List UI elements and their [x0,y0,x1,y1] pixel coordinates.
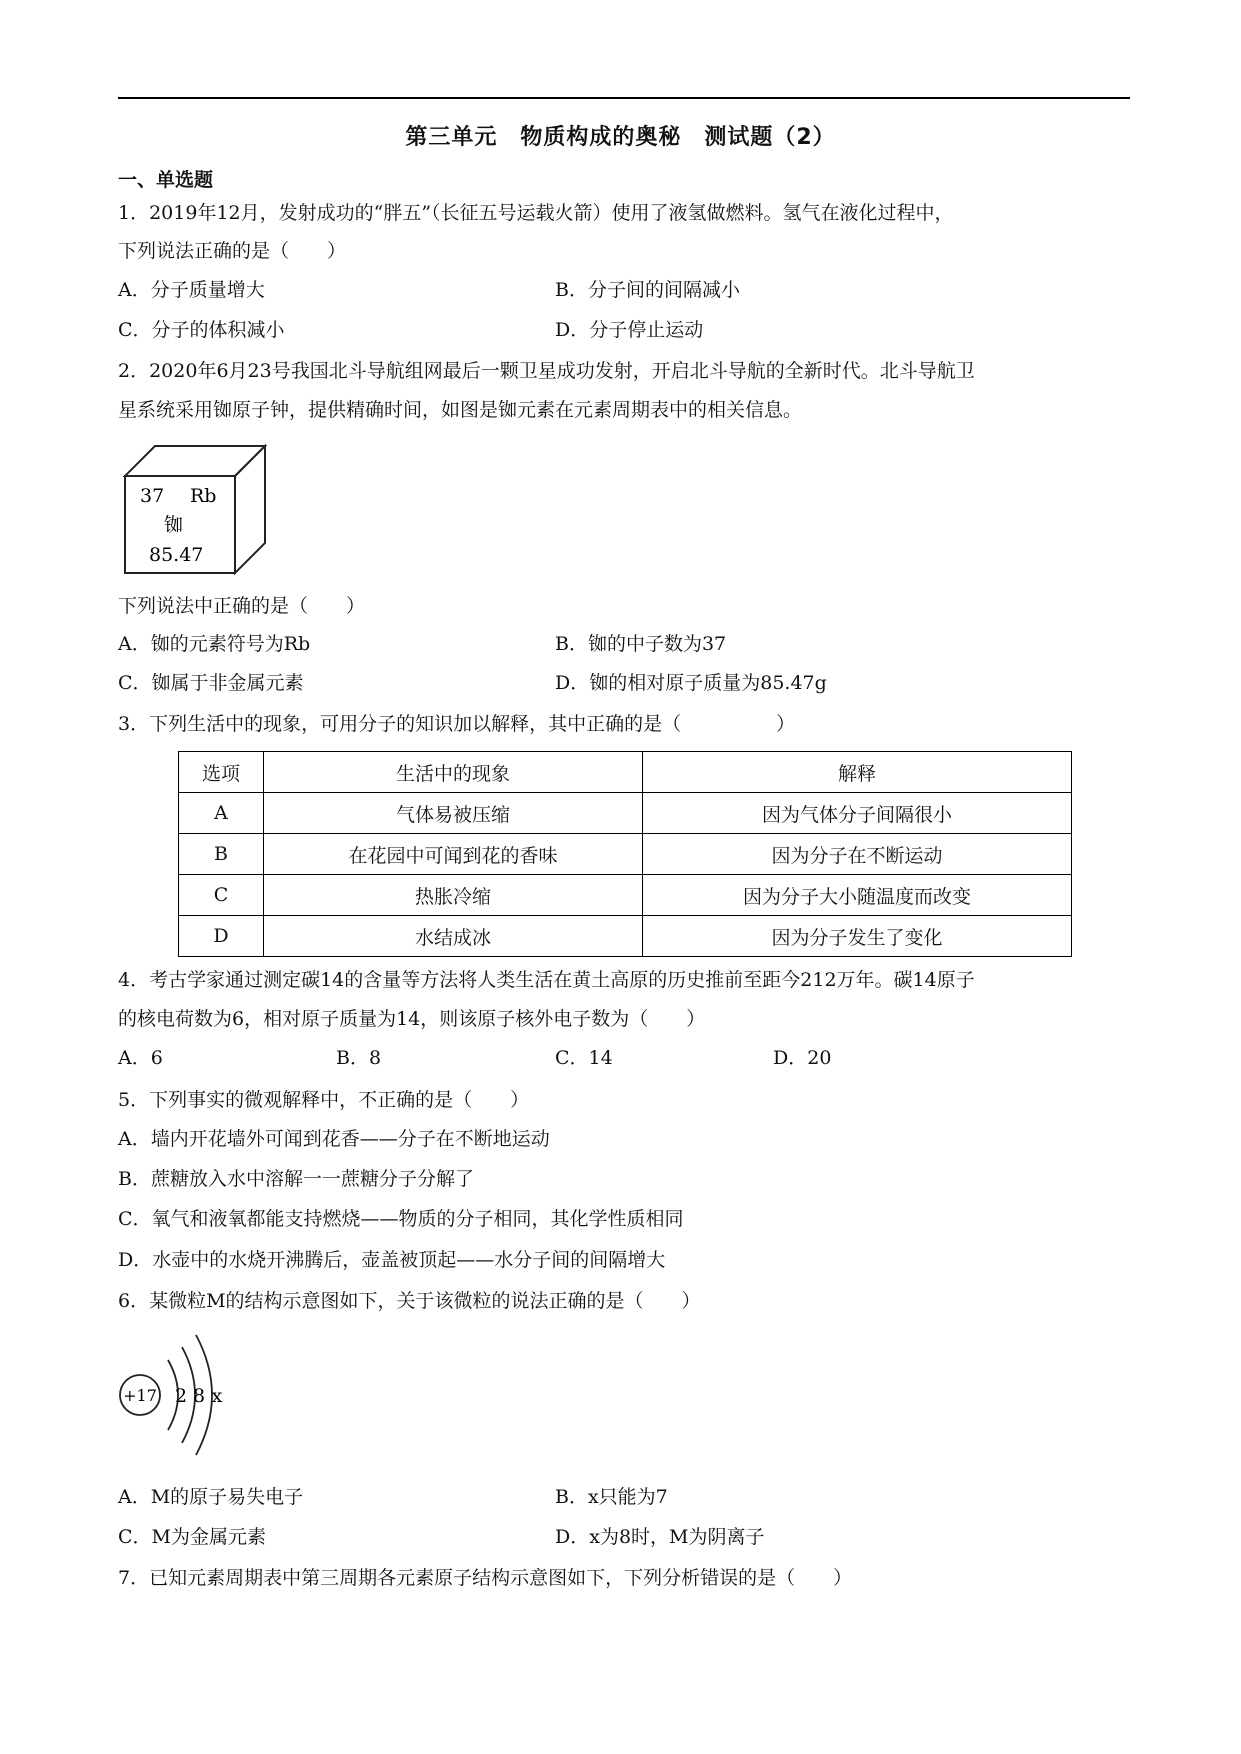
shell-electrons-2: 8 [192,1385,206,1407]
table-cell: 因为分子大小随温度而改变 [643,875,1072,916]
table-header-cell: 选项 [179,752,264,793]
q5-option-c: C．氧气和液氧都能支持燃烧——物质的分子相同，其化学性质相同 [118,1208,684,1230]
q6-option-c: C．M为金属元素 [118,1526,266,1548]
q4-option-c: C．14 [555,1047,613,1069]
q1-stem-line2: 下列说法正确的是（ ） [118,240,347,262]
section-heading: 一、单选题 [118,169,214,191]
q3-stem: 3．下列生活中的现象，可用分子的知识加以解释，其中正确的是（ ） [118,713,796,735]
nucleus-charge: +17 [123,1386,157,1405]
q2-option-a: A．铷的元素符号为Rb [118,633,311,655]
table-header-cell: 生活中的现象 [264,752,643,793]
table-row [179,834,1072,875]
q1-option-a: A．分子质量增大 [118,279,265,301]
q7-stem: 7．已知元素周期表中第三周期各元素原子结构示意图如下，下列分析错误的是（ ） [118,1567,853,1589]
q2-stem-line2: 星系统采用铷原子钟，提供精确时间，如图是铷元素在元素周期表中的相关信息。 [118,399,803,421]
q2-option-d: D．铷的相对原子质量为85.47g [555,672,827,694]
q1-option-d: D．分子停止运动 [555,319,704,341]
q6-option-d: D．x为8时，M为阴离子 [555,1526,765,1548]
table-row [179,875,1072,916]
shell-electrons-3: x [211,1385,223,1407]
q4-stem-line2: 的核电荷数为6，相对原子质量为14，则该原子核外电子数为（ ） [118,1008,706,1030]
q5-option-a: A．墙内开花墙外可闻到花香——分子在不断地运动 [118,1128,550,1150]
q2-option-c: C．铷属于非金属元素 [118,672,304,694]
element-mass: 85.47 [149,544,204,566]
table-cell: A [179,793,264,834]
q1-stem-line1: 1．2019年12月，发射成功的“胖五”（长征五号运载火箭）使用了液氢做燃料。氢气在液化过程中， [118,202,954,224]
q1-option-b: B．分子间的间隔减小 [555,279,740,301]
page-title: 第三单元 物质构成的奥秘 测试题（2） [405,125,836,150]
q4-option-d: D．20 [773,1047,832,1069]
q6-stem: 6．某微粒M的结构示意图如下，关于该微粒的说法正确的是（ ） [118,1290,701,1312]
q2-stem-line1: 2．2020年6月23号我国北斗导航组网最后一颗卫星成功发射，开启北斗导航的全新时代。北斗导航卫 [118,360,975,382]
element-atomic-number: 37 [140,485,165,507]
element-symbol: Rb [190,485,217,507]
atom-structure-figure [118,1325,248,1465]
table-cell: 水结成冰 [264,916,643,957]
q5-option-b: B．蔗糖放入水中溶解一一蔗糖分子分解了 [118,1168,474,1190]
q4-option-b: B．8 [336,1047,382,1069]
table-row [179,916,1072,957]
q3-table [178,751,1072,957]
q5-stem: 5．下列事实的微观解释中，不正确的是（ ） [118,1089,530,1111]
table-cell: 因为分子发生了变化 [643,916,1072,957]
q2-question: 下列说法中正确的是（ ） [118,595,366,617]
table-cell: 热胀冷缩 [264,875,643,916]
element-cell-figure [118,438,268,578]
q6-option-a: A．M的原子易失电子 [118,1486,304,1508]
table-cell: 因为气体分子间隔很小 [643,793,1072,834]
q4-stem-line1: 4．考古学家通过测定碳14的含量等方法将人类生活在黄土高原的历史推前至距今212万年。碳14原子 [118,969,975,991]
q2-option-b: B．铷的中子数为37 [555,633,727,655]
q1-option-c: C．分子的体积减小 [118,319,285,341]
table-cell: C [179,875,264,916]
header-rule [118,97,1130,99]
table-cell: 在花园中可闻到花的香味 [264,834,643,875]
table-header-row [179,752,1072,793]
q5-option-d: D．水壶中的水烧开沸腾后，壶盖被顶起——水分子间的间隔增大 [118,1249,666,1271]
q4-option-a: A．6 [118,1047,163,1069]
shell-electrons-1: 2 [174,1385,188,1407]
element-name: 铷 [164,514,184,536]
table-cell: 因为分子在不断运动 [643,834,1072,875]
table-row [179,793,1072,834]
table-cell: D [179,916,264,957]
table-header-cell: 解释 [643,752,1072,793]
table-cell: B [179,834,264,875]
table-cell: 气体易被压缩 [264,793,643,834]
q6-option-b: B．x只能为7 [555,1486,668,1508]
